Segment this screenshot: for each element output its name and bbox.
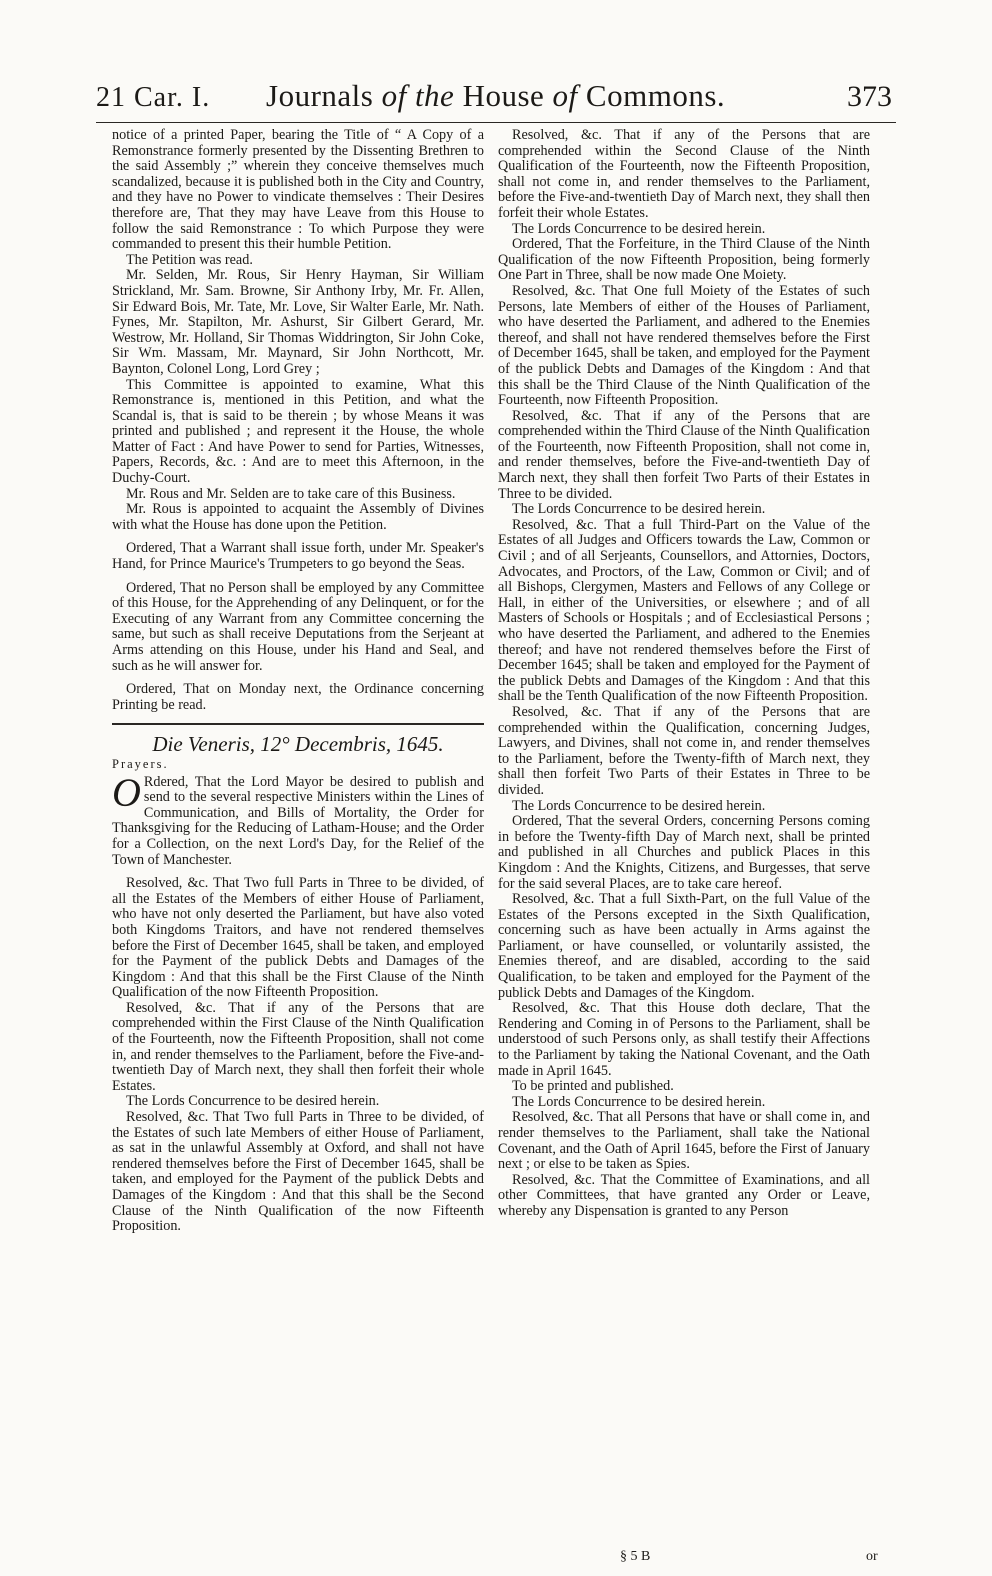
right-column [498,128,870,1220]
page-number: 373 [847,80,892,113]
paragraph: Ordered, That a Warrant shall issue forth, under Mr. Speaker's Hand, for Prince Maurice's Trumpeters to go beyond the Seas. [112,540,484,573]
paragraph: Mr. Rous and Mr. Selden are to take care of this Business. [126,485,456,502]
paragraph: Resolved, &c. That Two full Parts in Three to be divided, of all the Estates of the Members of either House of Parliament, who have not only deserted the Parliament, but have also voted both Kingdoms Traitors, and have not rendered themselves before the First of December 1645, shall be taken, and employed for the Payment of the publick Debts and Damages of the Kingdom : And that this shall be the First Clause of the Ninth Qualification of the now Fifteenth Proposition. [112,875,484,1001]
paragraph: The Lords Concurrence to be desired herein. [512,501,766,518]
paragraph: Resolved, &c. That all Persons that have or shall come in, and render themselves to the Parliament, shall take the National Covenant, and the Oath of April 1645, before the First of January next ; or else to be taken as Spies. [498,1109,870,1173]
header-rule [96,122,896,123]
paragraph: Ordered, That the Forfeiture, in the Third Clause of the Ninth Qualification of the now Fifteenth Proposition, being formerly One Part in Three, shall be now made One Moiety. [498,236,870,284]
left-column [112,128,484,1235]
paragraph: This Committee is appointed to examine, What this Remonstrance is, mentioned in this Petition, and what the Scandal is, that is said to be therein ; by whose Means it was printed and published ; and represent it the House, the whole Matter of Fact : And have Power to send for Parties, Witnesses, Papers, Records, &c. : And are to meet this Afternoon, in the Duchy-Court. [112,376,484,487]
paragraph: Resolved, &c. That a full Third-Part on the Value of the Estates of all Judges and Officers towards the Law, Common or Civil ; and of all Serjeants, Counsellors, and Attornies, Doctors, Advocates, and Proctors, of the Law, Common or Civil; and of all Bishops, Clergymen, Masters and Fellows of any College or Hall, in either of the Universities, or elsewhere ; and of all Masters of Schools or Hospitals ; and of Ecclesiastical Persons ; who have deserted the Parliament, and adhered to the Enemies thereof; and have not rendered themselves before the First of December 1645; shall be taken and employed for the Payment of the publick Debts and Damages of the Kingdom : And that this shall be the Tenth Qualification of the now Fifteenth Proposition. [498,516,870,705]
paragraph: Resolved, &c. That One full Moiety of the Estates of such Persons, late Members of either of the Houses of Parliament, who have deserted the Parliament, and adhered to the Enemies thereof, and shall not have rendered themselves before the First of December 1645, shall be taken, and employed for the Payment of the publick Debts and Damages of the Kingdom : And that this shall be the Third Clause of the Ninth Qualification of the Fourteenth, now Fifteenth Proposition. [498,282,870,409]
regnal-year: 21 Car. I. [96,82,211,113]
day-heading: Die Veneris, 12° Decembris, 1645. [152,732,444,757]
catchword: or [866,1549,878,1564]
paragraph: The Lords Concurrence to be desired herein. [512,797,766,814]
paragraph: Mr. Selden, Mr. Rous, Sir Henry Hayman, Sir William Strickland, Mr. Sam. Browne, Sir Anthony Irby, Mr. Fr. Allen, Sir Edward Bois, Mr. Tate, Mr. Love, Sir Walter Earle, Mr. Nath. Fynes, Mr. Stapilton, Mr. Ashurst, Sir Gilbert Gerard, Mr. Westrow, Mr. Holland, Sir Thomas Widdrington, Sir John Coke, Sir Wm. Massam, Mr. Maynard, Sir John Northcott, Mr. Baynton, Colonel Long, Lord Grey ; [112,267,484,377]
paragraph: Resolved, &c. That if any of the Persons that are comprehended within the Qualification, concerning Judges, Lawyers, and Divines, shall not come in, and render themselves to the Parliament, before the Twenty-fifth of March next, they shall then forfeit Two Parts of their Estates in Three to be divided. [498,703,870,798]
paragraph: Resolved, &c. That if any of the Persons that are comprehended within the Second Clause of the Ninth Qualification of the Fourteenth, now the Fifteenth Proposition, shall not come in, and render themselves to the Parliament, before the Five-and-twentieth Day of March next, they shall then forfeit their whole Estates. [498,127,870,221]
paragraph: Resolved, &c. That this House doth declare, That the Rendering and Coming in of Persons to the Parliament, shall be understood of such Persons only, as shall testify their Affections to the Parliament by taking the National Covenant, and the Oath made in April 1645. [498,1000,870,1079]
paragraph: Resolved, &c. That Two full Parts in Three to be divided, of the Estates of such late Members of either House of Parliament, as sat in the unlawful Assembly at Oxford, and shall not have rendered themselves before the First of December 1645, shall be taken, and employed for the Payment of the publick Debts and Damages of the Kingdom : And that this shall be the Second Clause of the Ninth Qualification of the now Fifteenth Proposition. [112,1109,484,1235]
paragraph: O Rdered, That the Lord Mayor be desired to publish and send to the several respective Ministers within the Lines of Communication, and Bills of Mortality, the Order for Thanksgiving for the Reducing of Latham-House; and the Order for a Collection, on the next Lord's Day, for the Relief of the Town of Manchester. [112,769,484,868]
paragraph: Resolved, &c. That if any of the Persons that are comprehended within the First Clause of the Ninth Qualification of the Fourteenth, now the Fifteenth Proposition, shall not come in, and render themselves to the Parliament, before the Five-and-twentieth Day of March next, they shall then forfeit their whole Estates. [112,999,484,1094]
paragraph: The Lords Concurrence to be desired herein. [126,1093,380,1110]
paragraph: To be printed and published. [512,1078,674,1095]
paragraph: Resolved, &c. That the Committee of Examinations, and all other Committees, that have granted any Order or Leave, whereby any Dispensation is granted to any Person [498,1171,870,1219]
signature-mark: § 5 B [620,1549,651,1564]
running-header [96,78,896,122]
paragraph: The Petition was read. [126,251,253,268]
paragraph: The Lords Concurrence to be desired herein. [512,220,766,237]
section-rule [112,723,484,725]
paragraph: Ordered, That the several Orders, concerning Persons coming in before the Twenty-fifth Day of March next, shall be printed and published in all Churches and publick Places in this Kingdom : And the Knights, Citizens, and Burgesses, that serve for the said several Places, are to take care hereof. [498,813,870,892]
paragraph: Ordered, That no Person shall be employed by any Committee of this House, for the Apprehending of any Delinquent, or for the Executing of any Warrant from any Committee concerning the same, but such as shall receive Deputations from the Serjeant at Arms attending on this House, under his Hand and Seal, and such as he will answer for. [112,579,484,674]
paragraph: Resolved, &c. That if any of the Persons that are comprehended within the Third Clause of the Ninth Qualification of the Fourteenth, now Fifteenth Proposition, shall not come in, and render themselves, before the Five-and-twentieth Day of March next, they shall then forfeit Two Parts of their Estates in Three to be divided. [498,407,870,502]
prayers-label: Prayers. [112,756,169,771]
paragraph: Resolved, &c. That a full Sixth-Part, on the full Value of the Estates of the Persons excepted in the Sixth Qualification, concerning such as have been actually in Arms against the Parliament, or have counselled, or voluntarily assisted, the Enemies thereof, and are disabled, according to the said Qualification, to be taken and employed for the Payment of the publick Debts and Damages of the Kingdom. [498,891,870,1001]
journal-title: Journals of the House of Commons. [266,78,726,113]
paragraph: The Lords Concurrence to be desired herein. [512,1093,766,1110]
paragraph: Ordered, That on Monday next, the Ordinance concerning Printing be read. [112,681,484,713]
paragraph: Mr. Rous is appointed to acquaint the Assembly of Divines with what the House has done upon the Petition. [112,501,484,533]
drop-cap: O [112,769,141,815]
paragraph: notice of a printed Paper, bearing the Title of “ A Copy of a Remonstrance formerly presented by the Dissenting Brethren to the said Assembly ;” wherein they conceive themselves much scandalized, because it is published both in the City and Country, and they have no Power to vindicate themselves : Their Desires therefore are, That they may have Leave from this House to follow the said Remonstrance : To which Purpose they were commanded to present this their humble Petition. [112,127,484,253]
